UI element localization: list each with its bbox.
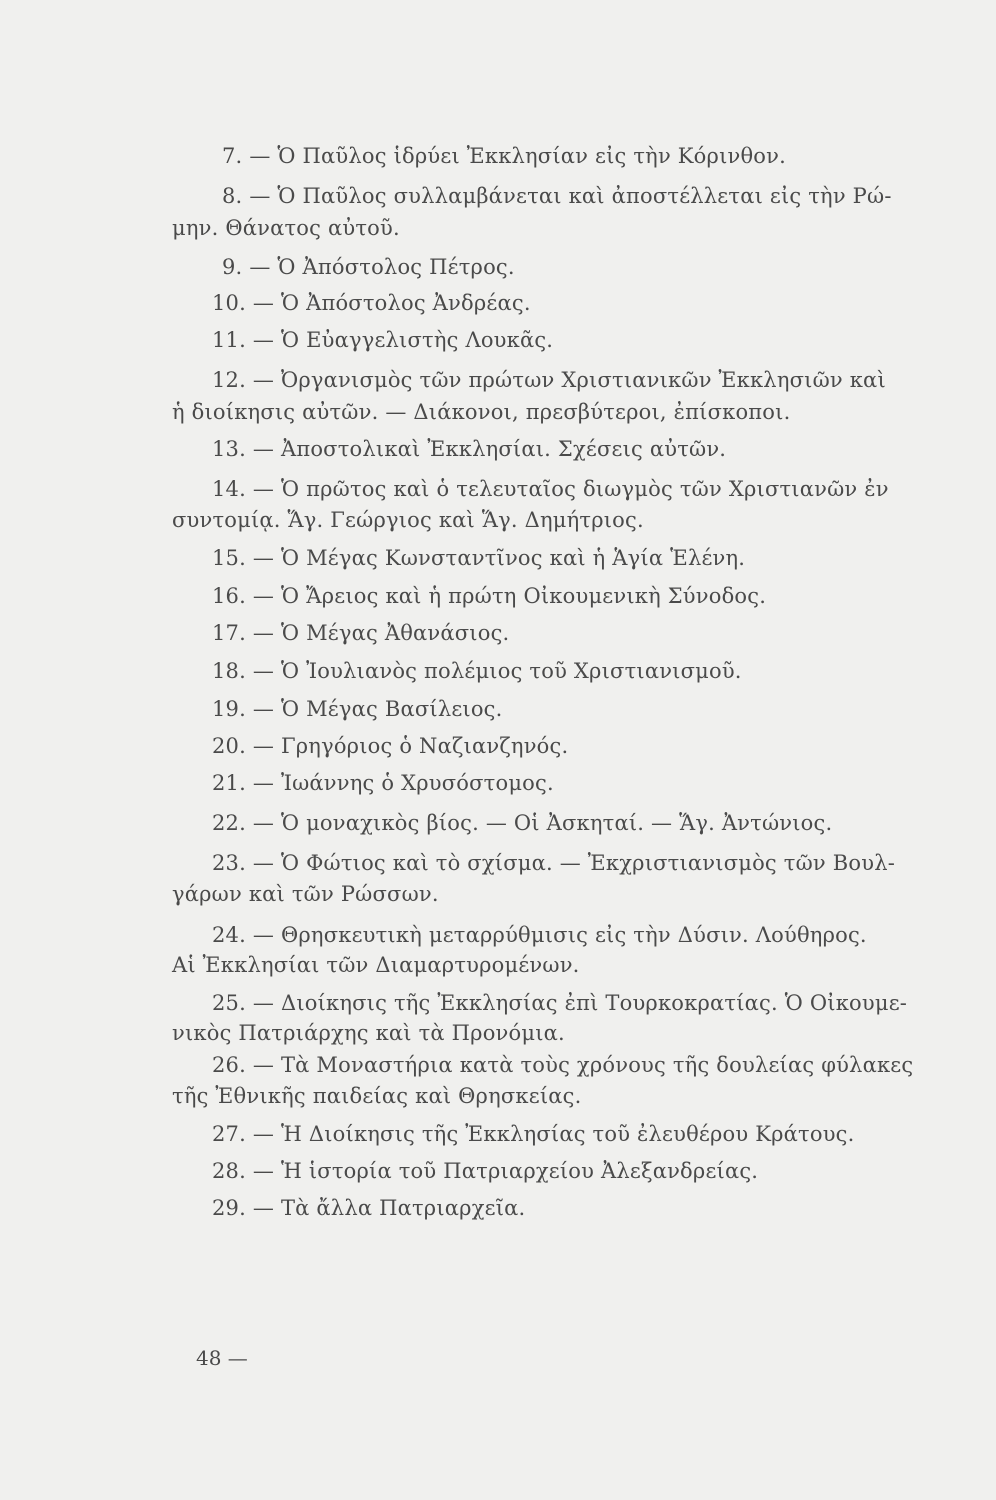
entry-7-line-1: [222, 143, 786, 169]
entry-28-line-1: [212, 1158, 758, 1184]
entry-number: 9.: [222, 255, 243, 279]
entry-number: 10.: [212, 291, 246, 315]
entry-number: 29.: [212, 1196, 246, 1220]
entry-number: 12.: [212, 368, 246, 392]
entry-number: 20.: [212, 734, 246, 758]
entry-text: — Ὁ Ἄρειος καὶ ἡ πρώτη Οἰκουμενικὴ Σύνοδος.: [252, 584, 767, 608]
entry-text: — Γρηγόριος ὁ Ναζιανζηνός.: [252, 734, 569, 758]
entry-text: μην. Θάνατος αὐτοῦ.: [172, 216, 400, 240]
entry-text: — Τὰ ἄλλα Πατριαρχεῖα.: [252, 1196, 526, 1220]
entry-number: 19.: [212, 697, 246, 721]
entry-text: γάρων καὶ τῶν Ρώσσων.: [172, 882, 439, 906]
entry-number: 13.: [212, 437, 246, 461]
entry-9-line-1: [222, 254, 515, 280]
entry-number: 7.: [222, 144, 243, 168]
entry-12-line-1: [212, 367, 886, 393]
entry-18-line-1: [212, 658, 742, 684]
entry-number: 14.: [212, 477, 246, 501]
entry-text: — Διοίκησις τῆς Ἐκκλησίας ἐπὶ Τουρκοκρατίας. Ὁ Οἰκουμε-: [252, 991, 908, 1015]
entry-number: 21.: [212, 771, 246, 795]
entry-text: — Ὁ Ἀπόστολος Πέτρος.: [249, 255, 515, 279]
entry-number: 8.: [222, 184, 243, 208]
entry-number: 26.: [212, 1053, 246, 1077]
entry-text: — Ἡ ἱστορία τοῦ Πατριαρχείου Ἀλεξανδρείας.: [252, 1159, 759, 1183]
entry-8-line-2: [172, 215, 400, 241]
entry-29-line-1: [212, 1195, 525, 1221]
entry-17-line-1: [212, 620, 509, 646]
entry-25-line-1: [212, 990, 907, 1016]
entry-number: 22.: [212, 811, 246, 835]
entry-16-line-1: [212, 583, 766, 609]
entry-23-line-1: [212, 850, 895, 876]
entry-text: — Ὁ μοναχικὸς βίος. — Οἱ Ἀσκηταί. — Ἅγ. Ἀντώνιος.: [252, 811, 833, 835]
entry-number: 27.: [212, 1122, 246, 1146]
entry-text: — Ὁ Ἀπόστολος Ἀνδρέας.: [252, 291, 531, 315]
entry-number: 16.: [212, 584, 246, 608]
entry-text: συντομίᾳ. Ἅγ. Γεώργιος καὶ Ἅγ. Δημήτριος.: [172, 508, 644, 532]
entry-text: — Ὁ Μέγας Ἀθανάσιος.: [252, 621, 510, 645]
entry-text: ἡ διοίκησις αὐτῶν. — Διάκονοι, πρεσβύτεροι, ἐπίσκοποι.: [172, 400, 791, 424]
entry-25-line-2: [172, 1020, 565, 1046]
entry-text: — Ἀποστολικαὶ Ἐκκλησίαι. Σχέσεις αὐτῶν.: [252, 437, 727, 461]
entry-number: 25.: [212, 991, 246, 1015]
entry-text: — Ὁ Παῦλος συλλαμβάνεται καὶ ἀποστέλλεται εἰς τὴν Ρώ-: [249, 184, 892, 208]
entry-10-line-1: [212, 290, 531, 316]
entry-26-line-2: [172, 1083, 581, 1109]
entry-text: — Ὁ Ἰουλιανὸς πολέμιος τοῦ Χριστιανισμοῦ.: [252, 659, 742, 683]
entry-14-line-1: [212, 476, 889, 502]
entry-21-line-1: [212, 770, 554, 796]
entry-11-line-1: [212, 327, 553, 353]
entry-text: — Ἰωάννης ὁ Χρυσόστομος.: [252, 771, 554, 795]
entry-text: — Ὁ Εὐαγγελιστὴς Λουκᾶς.: [252, 328, 554, 352]
entry-text: τῆς Ἐθνικῆς παιδείας καὶ Θρησκείας.: [172, 1084, 582, 1108]
entry-23-line-2: [172, 881, 439, 907]
entry-number: 28.: [212, 1159, 246, 1183]
entry-13-line-1: [212, 436, 726, 462]
entry-text: νικὸς Πατριάρχης καὶ τὰ Προνόμια.: [172, 1021, 565, 1045]
entry-text: — Ὁ πρῶτος καὶ ὁ τελευταῖος διωγμὸς τῶν Χριστιανῶν ἐν: [252, 477, 889, 501]
entry-text: — Ἡ Διοίκησις τῆς Ἐκκλησίας τοῦ ἐλευθέρου Κράτους.: [252, 1122, 855, 1146]
entry-12-line-2: [172, 399, 790, 425]
page-number: 48 —: [196, 1346, 248, 1370]
entry-text: — Ὁ Μέγας Βασίλειος.: [252, 697, 503, 721]
entry-number: 24.: [212, 923, 246, 947]
entry-24-line-2: [172, 952, 580, 978]
entry-number: 17.: [212, 621, 246, 645]
entry-24-line-1: [212, 922, 867, 948]
entry-20-line-1: [212, 733, 568, 759]
entry-number: 18.: [212, 659, 246, 683]
entry-14-line-2: [172, 507, 644, 533]
entry-text: — Ὁ Φώτιος καὶ τὸ σχίσμα. — Ἐκχριστιανισμὸς τῶν Βουλ-: [252, 851, 895, 875]
entry-text: — Ὀργανισμὸς τῶν πρώτων Χριστιανικῶν Ἐκκλησιῶν καὶ: [252, 368, 886, 392]
entry-27-line-1: [212, 1121, 855, 1147]
entry-text: — Θρησκευτικὴ μεταρρύθμισις εἰς τὴν Δύσιν. Λούθηρος.: [252, 923, 867, 947]
entry-text: Αἱ Ἐκκλησίαι τῶν Διαμαρτυρομένων.: [172, 953, 580, 977]
entry-number: 11.: [212, 328, 246, 352]
entry-26-line-1: [212, 1052, 913, 1078]
entry-number: 23.: [212, 851, 246, 875]
entry-text: — Ὁ Παῦλος ἱδρύει Ἐκκλησίαν εἰς τὴν Κόρινθον.: [249, 144, 786, 168]
entry-number: 15.: [212, 546, 246, 570]
entry-15-line-1: [212, 545, 745, 571]
entry-19-line-1: [212, 696, 503, 722]
entry-8-line-1: [222, 183, 892, 209]
entry-text: — Ὁ Μέγας Κωνσταντῖνος καὶ ἡ Ἁγία Ἑλένη.: [252, 546, 746, 570]
entry-text: — Τὰ Μοναστήρια κατὰ τοὺς χρόνους τῆς δουλείας φύλακες: [252, 1053, 914, 1077]
entry-22-line-1: [212, 810, 832, 836]
